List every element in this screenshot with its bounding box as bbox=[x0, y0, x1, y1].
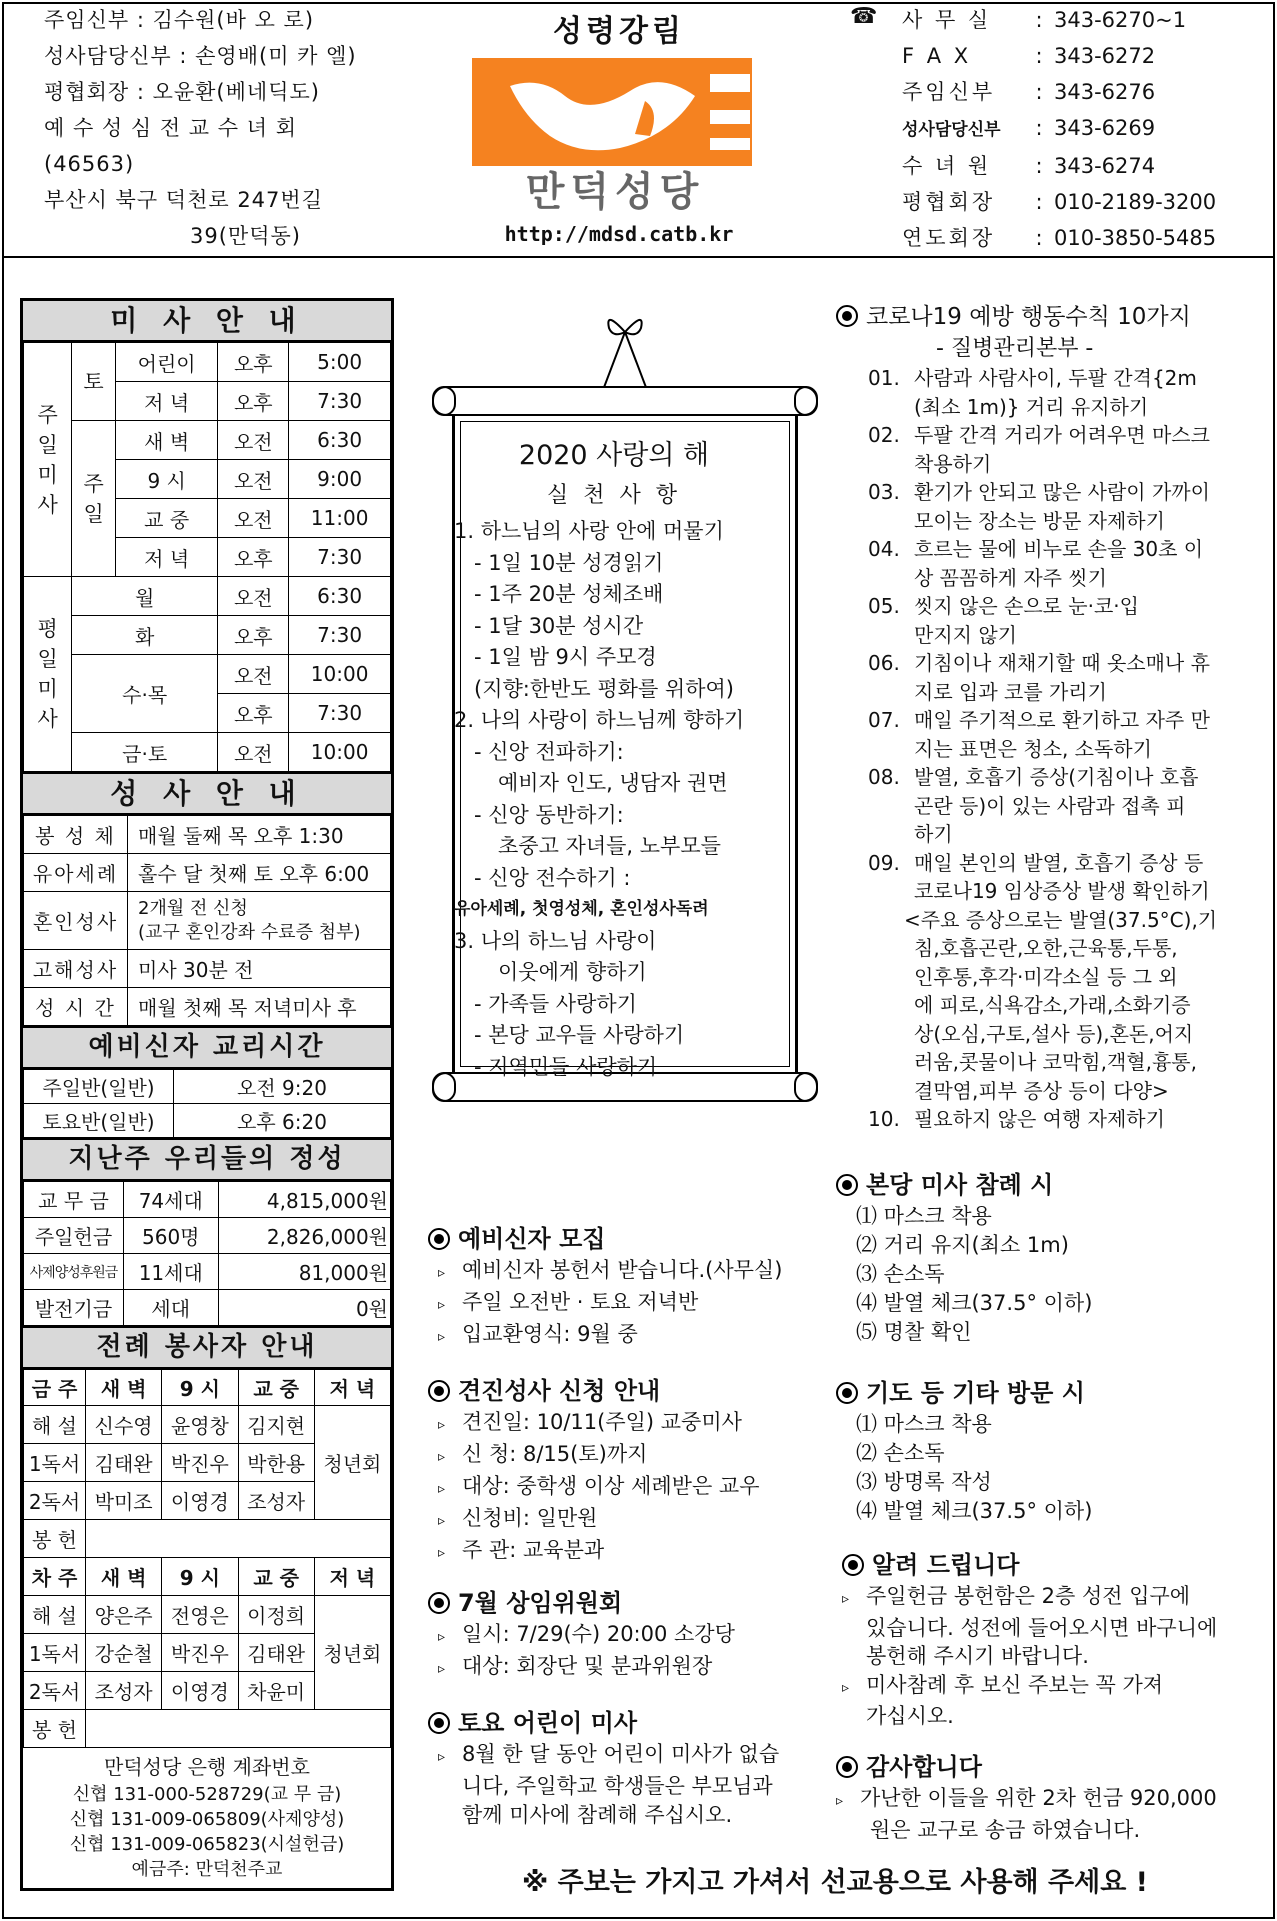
covid-title: 코로나19 예방 행동수칙 10가지 bbox=[866, 304, 1191, 330]
logo-text: 만덕성당 bbox=[525, 169, 705, 215]
committee-section: 7월 상임위원회 ▹ 일시: 7/29(수) 20:00 소강당 ▹ 대상: 회장단 및 분과위원장 bbox=[428, 1586, 735, 1684]
bullet-icon bbox=[842, 1554, 864, 1576]
sisters: 예 수 성 심 전 교 수 녀 회 bbox=[44, 116, 297, 140]
contact-office: 사 무 실 : 343-6270~1 bbox=[902, 8, 1187, 32]
sacrament-table: 봉 성 체 매월 둘째 목 오후 1:30 유아세례 홀수 달 첫째 토 오후 6:00 혼인성사 2개월 전 신청 (교구 혼인강좌 수료증 첨부) 고해성사 미사 30분 전 성 시 간 매월 첫째 목 저녁미사 후 bbox=[23, 815, 391, 1026]
recruit-section: 예비신자 모집 ▹ 예비신자 봉헌서 받습니다.(사무실) ▹ 주일 오전반 · 토요 저녁반 ▹ 입교환영식: 9월 중 bbox=[428, 1222, 782, 1352]
covid-subtitle: - 질병관리본부 - bbox=[936, 336, 1094, 361]
bank-holder: 예금주: 만덕천주교 bbox=[131, 1859, 283, 1880]
scroll-title: 2020 사랑의 해 bbox=[518, 440, 710, 471]
pastor: 주임신부 : 김수원(바 오 로) bbox=[44, 8, 315, 32]
website-link[interactable]: http://mdsd.catb.kr bbox=[504, 222, 734, 246]
covid-items: 01. 사람과 사람사이, 두팔 간격{2m (최소 1m)} 거리 유지하기 02. 두팔 간격 거리가 어려우면 마스크 착용하기 03. 환기가 안되고 많은 사람이 가까이 모이는 장소는 방문 자제하기 04. 흐르는 물에 비누로 손을 30초 이 상 꼼꼼하게 자주 씻기 05. 씻지 않은 손으로 눈·코·입 만지지 않기 06. 기침이나 재채기할 때 옷소매나 휴 지로 입과 코를 가리기 07. 매일 주기적으로 환기하고 자주 만 지는 표면은 청소, 소독하기 08. 발열, 호흡기 증상(기침이나 호흡 곤란 등)이 있는 사람과 접촉 피 하기 09. 매일 본인의 발열, 호흡기 증상 등 코로나19 임상증상 발생 확인하기 <주요 증상으로는 발열(37.5°C),기 침,호흡곤란,오한,근육통,두통, 인후통,후각·미각소실 등 그 외 에 피로,식욕감소,가래,소화기증 상(오심,구토,설사 등),혼돈,어지 러움,콧물이나 코막힘,객혈,흉통, 결막염,피부 증상 등이 다양> 10. 필요하지 않은 여행 자제하기 bbox=[868, 366, 1218, 1131]
sunday-label: 주일 bbox=[72, 421, 116, 577]
contact-pastor: 주임신부 : 343-6276 bbox=[902, 80, 1156, 104]
thanks-section: 감사합니다 ▹ 가난한 이들을 위한 2차 헌금 920,000 원은 교구로 송금 하였습니다. bbox=[836, 1753, 1217, 1842]
top-rod bbox=[432, 386, 818, 416]
bullet-icon bbox=[428, 1228, 450, 1250]
scroll-subtitle: 실 천 사 항 bbox=[547, 483, 681, 508]
bullet-icon bbox=[428, 1380, 450, 1402]
bullet-icon bbox=[836, 1174, 858, 1196]
contact-council: 평협회장 : 010-2189-3200 bbox=[902, 190, 1217, 214]
bullet-icon bbox=[428, 1592, 450, 1614]
postcode: (46563) bbox=[44, 152, 135, 176]
contact-list bbox=[902, 2, 1216, 256]
address: 부산시 북구 덕천로 247번길 bbox=[44, 188, 323, 212]
catechumen-table: 주일반(일반) 오전 9:20 토요반(일반) 오후 6:20 bbox=[23, 1069, 391, 1138]
bank-row: 신협 131-000-528729(교 무 금) bbox=[72, 1784, 342, 1805]
saturday-label: 토 bbox=[72, 343, 116, 421]
contact-funeral: 연도회장 : 010-3850-5485 bbox=[902, 226, 1217, 250]
contact-fax: F A X : 343-6272 bbox=[902, 44, 1156, 68]
covid-section bbox=[836, 300, 1266, 1134]
liturgy-this-week: 금 주 새 벽 9 시 교 중 저 녁 해 설 신수영 윤영창 김지현 청년회 1독서 김태완 박진우 박한용 2독서 박미조 이영경 조성자 봉 헌 차 주 새 벽 9 시 교 중 저 녁 해 설 양은주 전영은 이정희 청년회 1독서 강순철 박진우 김태완 2독서 조성자 이영경 차윤미 봉 헌 bbox=[23, 1369, 391, 1748]
mass-title: 미 사 안 내 bbox=[23, 301, 391, 342]
header-left bbox=[44, 2, 357, 254]
bullet-icon bbox=[836, 1756, 858, 1778]
scroll-illustration bbox=[432, 300, 818, 1170]
offering-title: 지난주 우리들의 정성 bbox=[23, 1138, 391, 1181]
offering-table: 교 무 금 74세대 4,815,000원 주일헌금 560명 2,826,000원 사제양성후원금 11세대 81,000원 발전기금 세대 0원 bbox=[23, 1181, 391, 1326]
bullet-icon bbox=[836, 305, 858, 327]
weekday-mass-label: 평일미사 bbox=[24, 577, 72, 772]
ribbon-icon bbox=[595, 310, 655, 390]
council-president: 평협회장 : 오윤환(베네딕도) bbox=[44, 80, 320, 104]
feast-title: 성령강림 bbox=[553, 14, 685, 49]
address-2: 39(만덕동) bbox=[190, 224, 301, 248]
liturgy-title: 전례 봉사자 안내 bbox=[23, 1326, 391, 1369]
church-logo bbox=[470, 56, 770, 215]
scroll-text: 2020 사랑의 해 실 천 사 항 1. 하느님의 사랑 안에 머물기 - 1일 10분 성경읽기 - 1주 20분 성체조배 - 1달 30분 성시간 - 1일 밤 9시 주모경 (지향:한반도 평화를 위하여) 2. 나의 사랑이 하느님께 향하기 - 신앙 전파하기: 예비자 인도, 냉담자 권면 - 신앙 동반하기: 초중고 자녀들, 노부모들 - 신앙 전수하기 : 유아세례, 첫영성체, 혼인성사독려 3. 나의 하느님 사랑이 이웃에게 향하기 - 가족들 사랑하기 - 본당 교우들 사랑하기 - 지역민들 사랑하기 bbox=[454, 440, 814, 1083]
sunday-mass-label: 주일미사 bbox=[24, 343, 72, 577]
mass-visit-section: 본당 미사 참례 시 ⑴ 마스크 착용 ⑵ 거리 유지(최소 1m) ⑶ 손소독 ⑷ 발열 체크(37.5° 이하) ⑸ 명찰 확인 bbox=[836, 1168, 1092, 1347]
bullet-icon bbox=[836, 1382, 858, 1404]
bank-row: 신협 131-009-065809(사제양성) bbox=[69, 1809, 345, 1830]
contact-convent: 수 녀 원 : 343-6274 bbox=[902, 154, 1156, 178]
children-mass-section: 토요 어린이 미사 ▹ 8월 한 달 동안 어린이 미사가 없습 니다, 주일학교 학생들은 부모님과 함께 미사에 참례해 주십시오. bbox=[428, 1706, 779, 1830]
bank-accounts bbox=[23, 1748, 391, 1888]
confirmation-section: 견진성사 신청 안내 ▹ 견진일: 10/11(주일) 교중미사 ▹ 신 청: 8/15(토)까지 ▹ 대상: 중학생 이상 세례받은 교우 ▹ 신청비: 일만원 ▹ 주 관: 교육분과 bbox=[428, 1374, 760, 1568]
bank-title: 만덕성당 은행 계좌번호 bbox=[104, 1755, 310, 1779]
phone-icon: ☎ bbox=[850, 4, 878, 29]
catechumen-title: 예비신자 교리시간 bbox=[23, 1026, 391, 1069]
mass-table: 주일미사 토 어린이 오후 5:00 저 녁 오후 7:30 주일 새 벽 오전 6:30 9 시 오전 9:00 교 중 오전 11:00 저 녁 오후 7:30 평일미사 월 오전 6:30 화 오후 7:30 수·목 오전 10:00 오후 7:30 금·토 오전 10:00 bbox=[23, 342, 391, 772]
header-divider bbox=[2, 256, 1275, 258]
bank-row: 신협 131-009-065823(시설헌금) bbox=[69, 1834, 345, 1855]
sacrament-title: 성 사 안 내 bbox=[23, 772, 391, 815]
confessor: 성사담당신부 : 손영배(미 카 엘) bbox=[44, 44, 357, 68]
left-column bbox=[20, 298, 394, 1891]
contact-confessor: 성사담당신부 : 343-6269 bbox=[902, 116, 1156, 140]
prayer-visit-section: 기도 등 기타 방문 시 ⑴ 마스크 착용 ⑵ 손소독 ⑶ 방명록 작성 ⑷ 발열 체크(37.5° 이하) bbox=[836, 1376, 1092, 1526]
bullet-icon bbox=[428, 1712, 450, 1734]
footer-note: ※ 주보는 가지고 가셔서 선교용으로 사용해 주세요 ! bbox=[521, 1867, 1148, 1898]
notice-section: 알려 드립니다 ▹ 주일헌금 봉헌함은 2층 성전 입구에 있습니다. 성전에 들어오시면 바구니에 봉헌해 주시기 바랍니다. ▹ 미사참례 후 보신 주보는 꼭 가져 가십시오. bbox=[842, 1551, 1218, 1728]
